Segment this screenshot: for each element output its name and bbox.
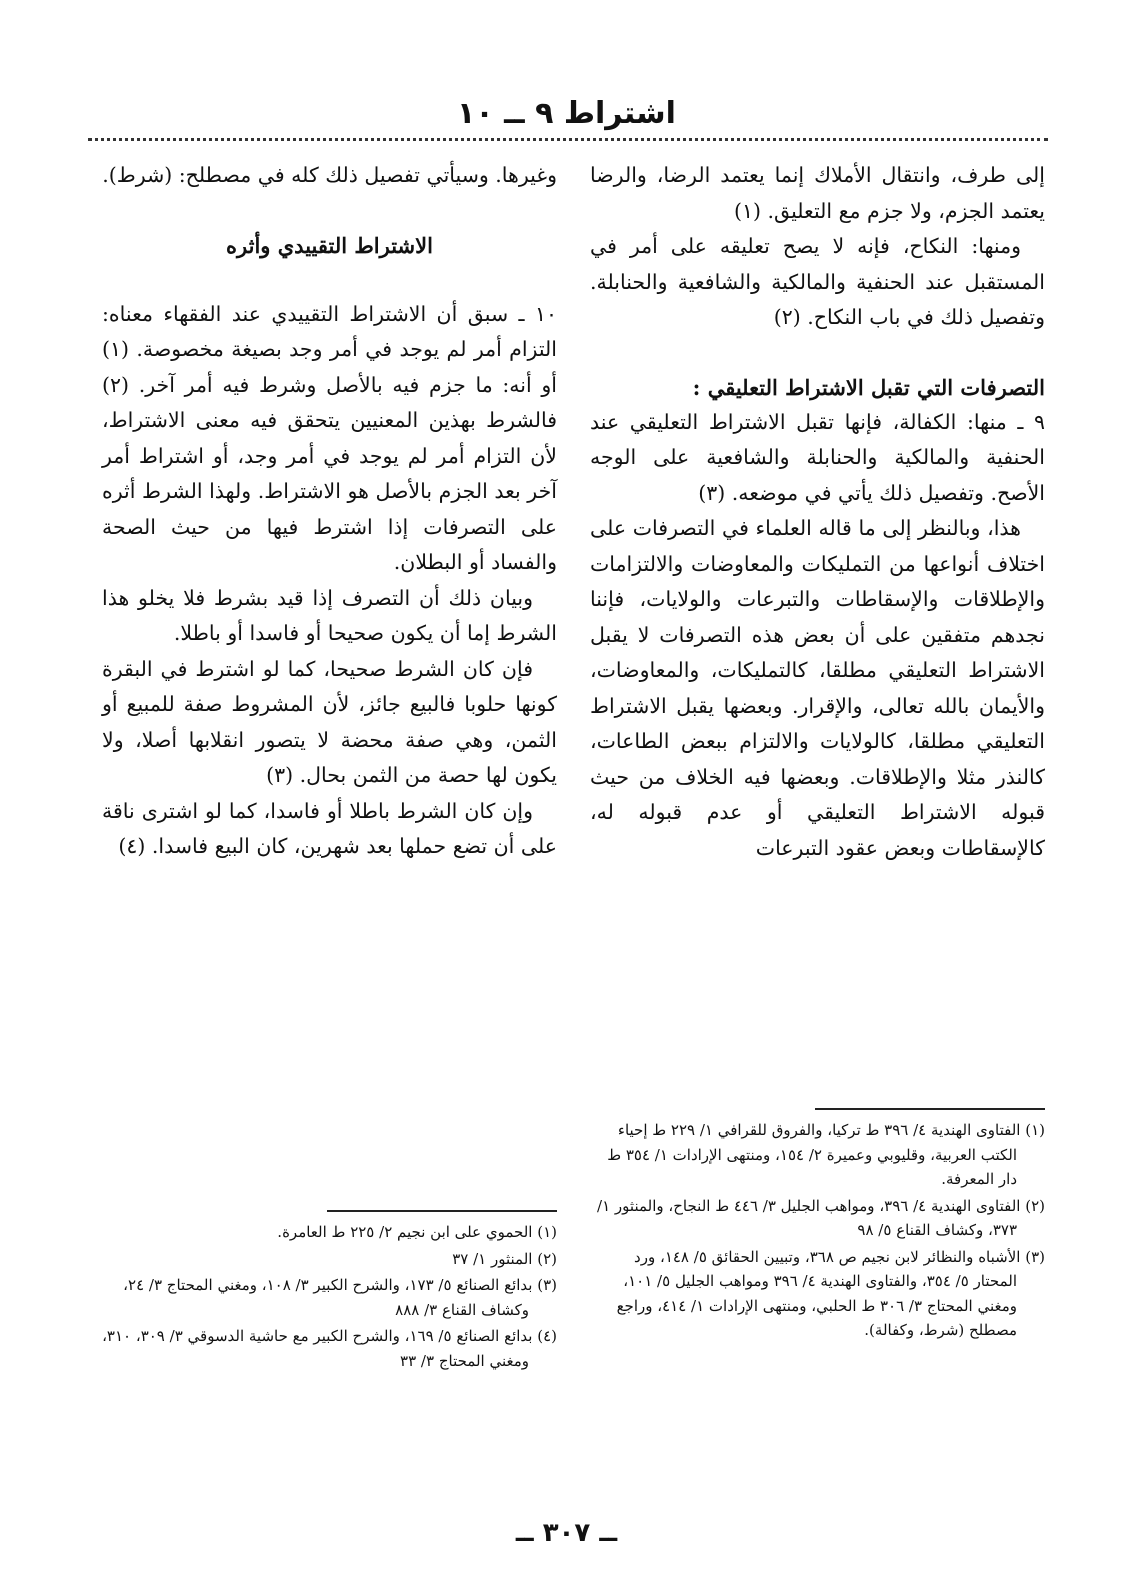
right-paragraph-1: إلى طرف، وانتقال الأملاك إنما يعتمد الرضا، والرضا يعتمد الجزم، ولا جزم مع التعليق. (١) bbox=[590, 163, 1045, 223]
left-paragraph-1: وغيرها. وسيأتي تفصيل ذلك كله في مصطلح: (شرط). bbox=[102, 163, 557, 187]
footnote: (٣) الأشباه والنظائر لابن نجيم ص ٣٦٨، وتبيين الحقائق ٥/ ١٤٨، ورد المحتار ٥/ ٣٥٤، والفتاوى الهندية ٤/ ٣٩٦ ومواهب الجليل ٥/ ١٠١، ومغني المحتاج ٣/ ٣٠٦ ط الحلبي، ومنتهى الإرادات ١/ ٤١٤، وراجع مصطلح (شرط، وكفالة). bbox=[616, 1247, 1045, 1339]
footnote-divider bbox=[327, 1210, 557, 1212]
left-paragraph-3: وبيان ذلك أن التصرف إذا قيد بشرط فلا يخلو هذا الشرط إما أن يكون صحيحا أو فاسدا أو باطلا. bbox=[102, 585, 557, 645]
footnote: (٣) بدائع الصنائع ٥/ ١٧٣، والشرح الكبير ٣/ ١٠٨، ومغني المحتاج ٣/ ٢٤، وكشاف القناع ٣/ ٨٨٨ bbox=[123, 1276, 557, 1319]
footnote: (٢) المنثور ١/ ٣٧ bbox=[452, 1249, 557, 1268]
footnote: (٤) بدائع الصنائع ٥/ ١٦٩، والشرح الكبير مع حاشية الدسوقي ٣/ ٣٠٩، ٣١٠، ومغني المحتاج ٣/ ٣٣ bbox=[102, 1327, 557, 1370]
footnote: (١) الحموي على ابن نجيم ٢/ ٢٢٥ ط العامرة. bbox=[277, 1223, 557, 1241]
footnote: (١) الفتاوى الهندية ٤/ ٣٩٦ ط تركيا، والفروق للقرافي ١/ ٢٢٩ ط إحياء الكتب العربية، وقليوبي وعميرة ٢/ ١٥٤، ومنتهى الإرادات ١/ ٣٥٤ ط دار المعرفة. bbox=[607, 1121, 1045, 1188]
header-dotted-rule bbox=[88, 138, 1048, 141]
left-column bbox=[102, 158, 557, 865]
left-paragraph-2: ١٠ ـ سبق أن الاشتراط التقييدي عند الفقهاء معناه: التزام أمر لم يوجد في أمر وجد بصيغة مخصوصة. (١) أو أنه: ما جزم فيه بالأصل وشرط فيه أمر آخر. (٢) فالشرط بهذين المعنيين يتحقق فيه معنى الاشتراط، لأن التزام أمر لم يوجد في أمر وجد، أو اشتراط أمر آخر بعد الجزم بالأصل هو الاشتراط. ولهذا الشرط أثره على التصرفات إذا اشترط فيها من حيث الصحة والفساد أو البطلان. bbox=[102, 301, 557, 574]
page-number: ــ ٣٠٧ ــ bbox=[515, 1518, 618, 1548]
right-paragraph-3: ٩ ـ منها: الكفالة، فإنها تقبل الاشتراط التعليقي عند الحنفية والمالكية والحنابلة والشافعية على الوجه الأصح. وتفصيل ذلك يأتي في موضعه. (٣) bbox=[590, 409, 1045, 505]
left-section-heading: الاشتراط التقييدي وأثره bbox=[226, 232, 433, 258]
right-paragraph-4: هذا، وبالنظر إلى ما قاله العلماء في التصرفات على اختلاف أنواعها من التمليكات والمعاوضات والالتزامات والإطلاقات والإسقاطات والتبرعات والولايات، فإننا نجدهم متفقين على أن بعض هذه التصرفات لا يقبل الاشتراط التعليقي مطلقا، كالتمليكات، والمعاوضات، والأيمان بالله تعالى، والإقرار. وبعضها يقبل الاشتراط التعليقي مطلقا، كالولايات والالتزام ببعض الطاعات، كالنذر مثلا والإطلاقات. وبعضها فيه الخلاف من حيث قبوله الاشتراط التعليقي أو عدم قبوله له، كالإسقاطات وبعض عقود التبرعات bbox=[590, 516, 1045, 860]
right-paragraph-2: ومنها: النكاح، فإنه لا يصح تعليقه على أمر في المستقبل عند الحنفية والمالكية والشافعية والحنابلة. وتفصيل ذلك في باب النكاح. (٢) bbox=[590, 234, 1045, 329]
footnote-divider bbox=[815, 1108, 1045, 1110]
right-footnotes bbox=[590, 1108, 1045, 1345]
left-paragraph-4: فإن كان الشرط صحيحا، كما لو اشترط في البقرة كونها حلوبا فالبيع جائز، لأن المشروط صفة للمبيع أو الثمن، وهي صفة محضة لا يتصور انقلابها أصلا، ولا يكون لها حصة من الثمن بحال. (٣) bbox=[102, 656, 557, 787]
page-header-title: اشتراط ٩ ــ ١٠ bbox=[457, 96, 676, 131]
right-column bbox=[590, 158, 1045, 866]
left-footnotes bbox=[102, 1210, 557, 1375]
left-paragraph-5: وإن كان الشرط باطلا أو فاسدا، كما لو اشترى ناقة على أن تضع حملها بعد شهرين، كان البيع فاسدا. (٤) bbox=[102, 798, 557, 858]
footnote: (٢) الفتاوى الهندية ٤/ ٣٩٦، ومواهب الجليل ٣/ ٤٤٦ ط النجاح، والمنثور ١/ ٣٧٣، وكشاف القناع ٥/ ٩٨ bbox=[597, 1196, 1045, 1239]
right-section-heading: التصرفات التي تقبل الاشتراط التعليقي : bbox=[692, 374, 1045, 400]
